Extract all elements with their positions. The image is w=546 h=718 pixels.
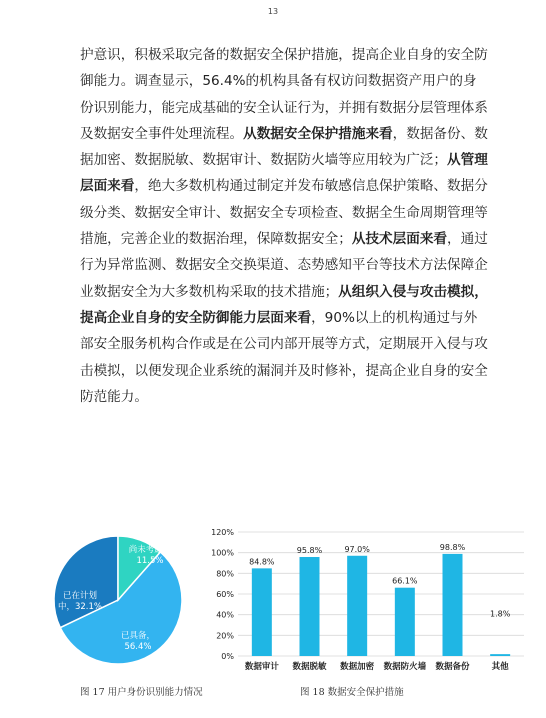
bar-chart [202, 522, 532, 680]
x-category-label: 数据加密 [340, 662, 375, 672]
pie-slice-label: 11.5% [136, 556, 164, 566]
figure-17-caption: 图 17 用户身份识别能力情况 [80, 687, 203, 698]
pie-slice-label: 已在计划 [62, 591, 98, 601]
text-run: 护意识，积极采取完备的数据安全保护措施，提高企业自身的安全防御能力。调查显示，56.4%的机构具备有权访问数据资产用户的身份识别能力，能完成基础的安全认证行为，并拥有数据分层管理体系及数据安全事件处理流程。 [80, 47, 488, 142]
pie-slice-label: 中，32.1% [57, 602, 103, 612]
bar [252, 568, 272, 656]
bar [300, 557, 320, 656]
bar [347, 556, 367, 656]
x-category-label: 其他 [491, 662, 509, 672]
x-category-label: 数据备份 [435, 662, 470, 672]
bar [490, 654, 510, 656]
text-run: ，绝大多数机构通过制定并发布敏感信息保护策略、数据分级分类、数据安全审计、数据安全专项检查、数据全生命周期管理等措施，完善企业的数据治理，保障数据安全； [80, 178, 488, 248]
paragraph-text [80, 42, 490, 410]
x-category-label: 数据防火墙 [383, 662, 427, 672]
pie-slice-label: 56.4% [124, 642, 152, 652]
bar [395, 588, 415, 656]
pie-slice-label: 已具备， [120, 631, 156, 641]
y-tick-label: 60% [216, 590, 234, 599]
bar-value-label: 1.8% [490, 609, 511, 619]
y-tick-label: 80% [216, 569, 234, 579]
bold-heading-run: 从数据安全保护措施来看 [243, 125, 393, 142]
y-tick-label: 0% [221, 652, 234, 661]
bar [443, 554, 463, 656]
bar-value-label: 84.8% [249, 557, 275, 567]
bold-heading-run: 从管理层面来看 [80, 152, 488, 195]
bold-heading-run: 从组织入侵与攻击模拟，提高企业自身的安全防御能力层面来看 [80, 283, 488, 326]
bar-value-label: 97.0% [344, 544, 370, 554]
bar-value-label: 98.8% [439, 542, 466, 552]
text-run: ，通过行为异常监测、数据安全交换渠道、态势感知平台等技术方法保障企业数据安全为大多数机构采取的技术措施； [80, 231, 488, 300]
y-tick-label: 40% [216, 610, 234, 620]
y-tick-label: 100% [211, 548, 234, 558]
y-tick-label: 20% [216, 631, 234, 641]
body-paragraph [80, 42, 490, 410]
pie-slice-label: 尚未考虑， [128, 545, 172, 555]
figure-18-caption: 图 18 数据安全保护措施 [300, 687, 404, 698]
page-number: 13 [267, 7, 279, 16]
bold-heading-run: 从技术层面来看 [351, 231, 448, 248]
x-category-label: 数据审计 [244, 662, 279, 672]
bar-value-label: 95.8% [296, 546, 323, 556]
x-category-label: 数据脱敏 [292, 662, 327, 672]
text-run: ，数据备份、数据加密、数据脱敏、数据审计、数据防火墙等应用较为广泛； [80, 125, 488, 169]
bar-value-label: 66.1% [392, 576, 418, 586]
text-run: ，90%以上的机构通过与外部安全服务机构合作或是在公司内部开展等方式，定期展开入侵与攻击模拟，以便发现企业系统的漏洞并及时修补，提高企业自身的安全防范能力。 [80, 309, 488, 405]
y-tick-label: 120% [211, 528, 234, 537]
